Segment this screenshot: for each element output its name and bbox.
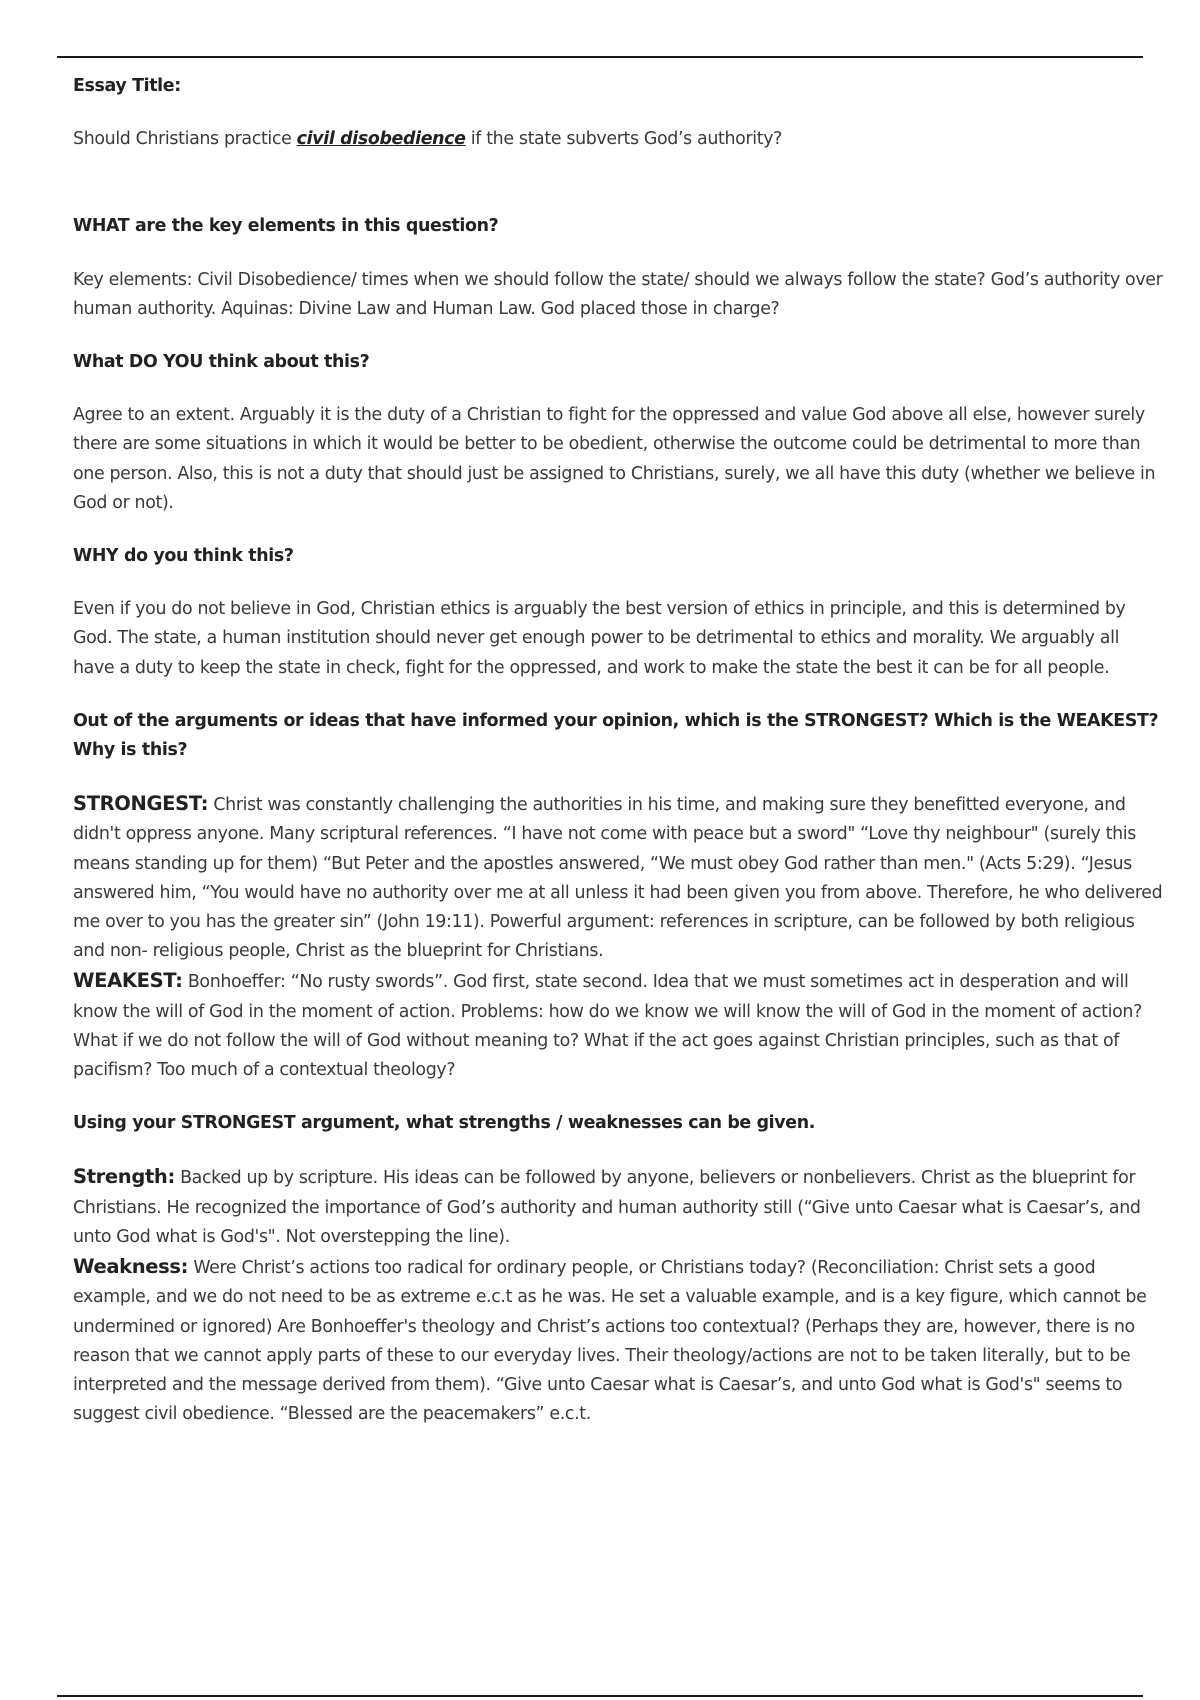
bottom-rule [57,1695,1143,1697]
strength-label: Strength: [73,1165,175,1189]
title-before: Should Christians practice [73,129,297,150]
answer-weakness [73,1252,1163,1429]
essay-title-question [73,125,1163,154]
weakness-text: Were Christ’s actions too radical for ordinary people, or Christians today? (Reconciliation: Christ sets a good example, and we do not need to be as extreme e.c.t as he was. He set a valuable example, and is a key figure, which cannot be undermined or ignored) Are Bonhoeffer's theology and Christ’s actions too contextual? (Perhaps they are, however, there is no reason that we cannot apply parts of these to our everyday lives. Their theology/actions are not to be taken literally, but to be interpreted and the message derived from them). “Give unto Caesar what is Caesar’s, and unto God what is God's" seems to suggest civil obedience. “Blessed are the peacemakers” e.c.t. [73,1258,1147,1425]
essay-page [73,72,1163,1429]
answer-opinion: Agree to an extent. Arguably it is the duty of a Christian to fight for the oppressed and value God above all else, however surely there are some situations in which it would be better to be obedient, otherwise the outcome could be detrimental to more than one person. Also, this is not a duty that should just be assigned to Christians, surely, we all have this duty (whether we believe in God or not). [73,405,1156,513]
strength-text: Backed up by scripture. His ideas can be followed by anyone, believers or nonbelievers. Christ as the blueprint for Christians. He recognized the importance of God’s authority and human authority still (“Give unto Caesar what is Caesar’s, and unto God what is God's". Not overstepping the line). [73,1168,1141,1247]
strongest-text: Christ was constantly challenging the authorities in his time, and making sure they benefitted everyone, and didn't oppress anyone. Many scriptural references. “I have not come with peace but a sword" “Love thy neighbour" (surely this means standing up for them) “But Peter and the apostles answered, “We must obey God rather than men." (Acts 5:29). “Jesus answered him, “You would have no authority over me at all unless it had been given you from above. Therefore, he who delivered me over to you has the greater sin” (John 19:11). Powerful argument: references in scripture, can be followed by both religious and non- religious people, Christ as the blueprint for Christians. [73,795,1163,962]
answer-weakest [73,966,1163,1085]
answer-strongest [73,789,1163,966]
weakest-label: WEAKEST: [73,969,183,993]
weakness-label: Weakness: [73,1255,189,1279]
strongest-label: STRONGEST: [73,792,209,816]
question-heading-key-elements: WHAT are the key elements in this question? [73,216,499,237]
answer-key-elements: Key elements: Civil Disobedience/ times when we should follow the state/ should we always follow the state? God’s authority over human authority. Aquinas: Divine Law and Human Law. God placed those in charge? [73,269,1163,319]
top-rule [57,56,1143,58]
title-after: if the state subverts God’s authority? [465,129,783,150]
question-heading-strongest-weakest: Out of the arguments or ideas that have informed your opinion, which is the STRONGEST? Which is the WEAKEST? Why is this? [73,710,1159,761]
answer-why: Even if you do not believe in God, Christian ethics is arguably the best version of ethics in principle, and this is determined by God. The state, a human institution should never get enough power to be detrimental to ethics and morality. We arguably all have a duty to keep the state in check, fight for the oppressed, and work to make the state the best it can be for all people. [73,599,1126,678]
question-heading-strengths-weaknesses: Using your STRONGEST argument, what strengths / weaknesses can be given. [73,1113,816,1134]
essay-label: Essay Title: [73,76,181,96]
question-heading-why: WHY do you think this? [73,546,294,567]
answer-strength [73,1162,1163,1252]
title-emphasis: civil disobedience [296,129,466,150]
question-heading-opinion: What DO YOU think about this? [73,352,370,373]
weakest-text: Bonhoeffer: “No rusty swords”. God first, state second. Idea that we must sometimes act in desperation and will know the will of God in the moment of action. Problems: how do we know we will know the will of God in the moment of action? What if we do not follow the will of God without meaning to? What if the act goes against Christian principles, such as that of pacifism? Too much of a contextual theology? [73,972,1142,1081]
